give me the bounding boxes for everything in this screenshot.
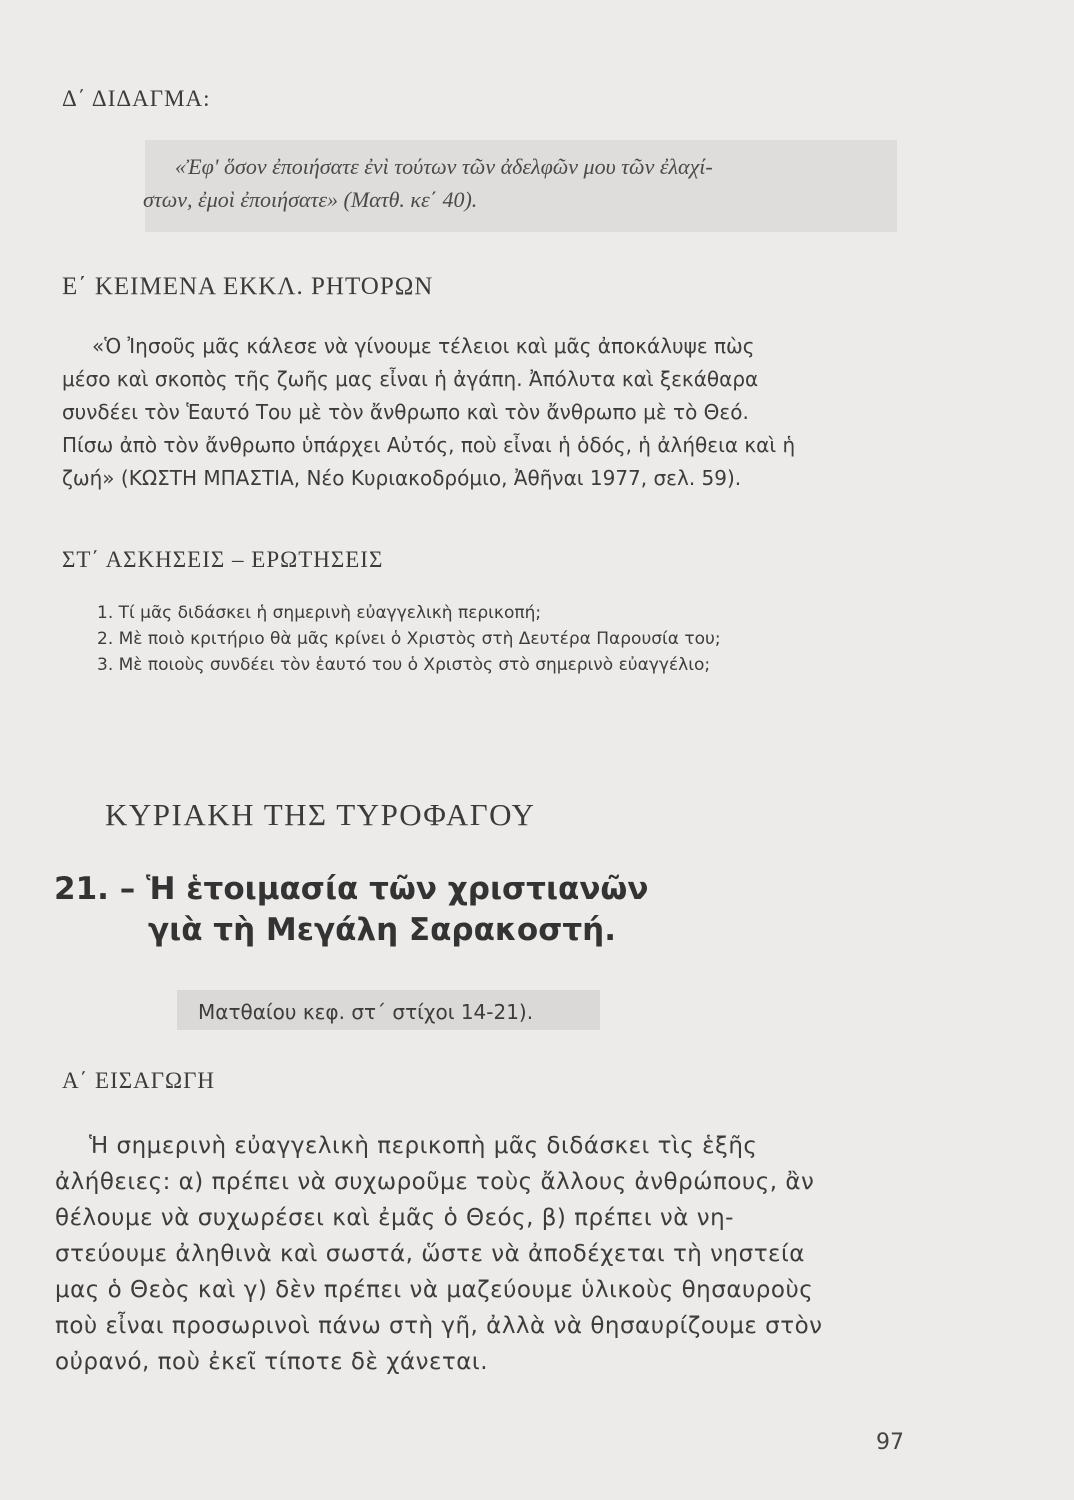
text-line: ζωή» (ΚΩΣΤΗ ΜΠΑΣΤΙΑ, Νέο Κυριακοδρόμιο, Ἀθῆναι 1977, σελ. 59). xyxy=(62,466,742,490)
quote-line: «Ἐφ' ὅσον ἐποιήσατε ἐνὶ τούτων τῶν ἀδελφῶν μου τῶν ἐλαχί- xyxy=(175,154,713,179)
text-line: στεύουμε ἀληθινὰ καὶ σωστά, ὥστε νὰ ἀποδέχεται τὴ νηστεία xyxy=(55,1241,805,1267)
section-st-title: ΣΤ΄ ΑΣΚΗΣΕΙΣ – ΕΡΩΤΗΣΕΙΣ xyxy=(62,547,384,572)
text-line: Πίσω ἀπὸ τὸν ἄνθρωπο ὑπάρχει Αὐτός, ποὺ εἶναι ἡ ὁδός, ἡ ἀλήθεια καὶ ἡ xyxy=(62,433,796,457)
section-e-title: Ε΄ ΚΕΙΜΕΝΑ ΕΚΚΛ. ΡΗΤΟΡΩΝ xyxy=(62,273,434,300)
section-d-title: Δ΄ ΔΙΔΑΓΜΑ: xyxy=(62,86,211,111)
section-e-text xyxy=(62,330,912,495)
lesson-title-line-1: 21. – Ἡ ἑτοιμασία τῶν χριστιανῶν xyxy=(54,871,649,907)
text-line: συνδέει τὸν Ἑαυτό Του μὲ τὸν ἄνθρωπο καὶ τὸν ἄνθρωπο μὲ τὸ Θεό. xyxy=(62,400,749,424)
question-item: 2. Μὲ ποιὸ κριτήριο θὰ μᾶς κρίνει ὁ Χριστὸς στὴ Δευτέρα Παρουσία του; xyxy=(97,629,721,649)
section-d-quote xyxy=(143,150,890,216)
question-item: 3. Μὲ ποιοὺς συνδέει τὸν ἑαυτό του ὁ Χριστὸς στὸ σημερινὸ εὐαγγέλιο; xyxy=(97,655,711,675)
intro-text xyxy=(55,1128,915,1380)
page-number: 97 xyxy=(876,1430,904,1455)
chapter-title: ΚΥΡΙΑΚΗ ΤΗΣ ΤΥΡΟΦΑΓΟΥ xyxy=(105,797,536,832)
text-line: θέλουμε νὰ συχωρέσει καὶ ἐμᾶς ὁ Θεός, β) πρέπει νὰ νη- xyxy=(55,1205,734,1231)
quote-line: στων, ἐμοὶ ἐποιήσατε» (Ματθ. κε΄ 40). xyxy=(143,187,478,212)
text-line: ποὺ εἶναι προσωρινοὶ πάνω στὴ γῆ, ἀλλὰ νὰ θησαυρίζουμε στὸν xyxy=(55,1313,823,1339)
question-item: 1. Τί μᾶς διδάσκει ἡ σημερινὴ εὐαγγελικὴ περικοπή; xyxy=(97,603,542,623)
text-line: ἀλήθειες: α) πρέπει νὰ συχωροῦμε τοὺς ἄλλους ἀνθρώπους, ἂν xyxy=(55,1169,815,1195)
text-line: «Ὁ Ἰησοῦς μᾶς κάλεσε νὰ γίνουμε τέλειοι καὶ μᾶς ἀποκάλυψε πὼς xyxy=(92,334,755,358)
scripture-reference: Ματθαίου κεφ. στ΄ στίχοι 14-21). xyxy=(198,1000,534,1024)
text-line: Ἡ σημερινὴ εὐαγγελικὴ περικοπὴ μᾶς διδάσκει τὶς ἑξῆς xyxy=(89,1133,758,1159)
text-line: μας ὁ Θεὸς καὶ γ) δὲν πρέπει νὰ μαζεύουμε ὑλικοὺς θησαυροὺς xyxy=(55,1277,814,1303)
questions-list xyxy=(97,600,917,678)
text-line: μέσο καὶ σκοπὸς τῆς ζωῆς μας εἶναι ἡ ἀγάπη. Ἀπόλυτα καὶ ξεκάθαρα xyxy=(62,367,759,391)
lesson-title-line-2: γιὰ τὴ Μεγάλη Σαρακοστή. xyxy=(148,912,616,948)
text-line: οὐρανό, ποὺ ἐκεῖ τίποτε δὲ χάνεται. xyxy=(55,1349,489,1375)
section-a-title: Α΄ ΕΙΣΑΓΩΓΗ xyxy=(62,1068,216,1093)
